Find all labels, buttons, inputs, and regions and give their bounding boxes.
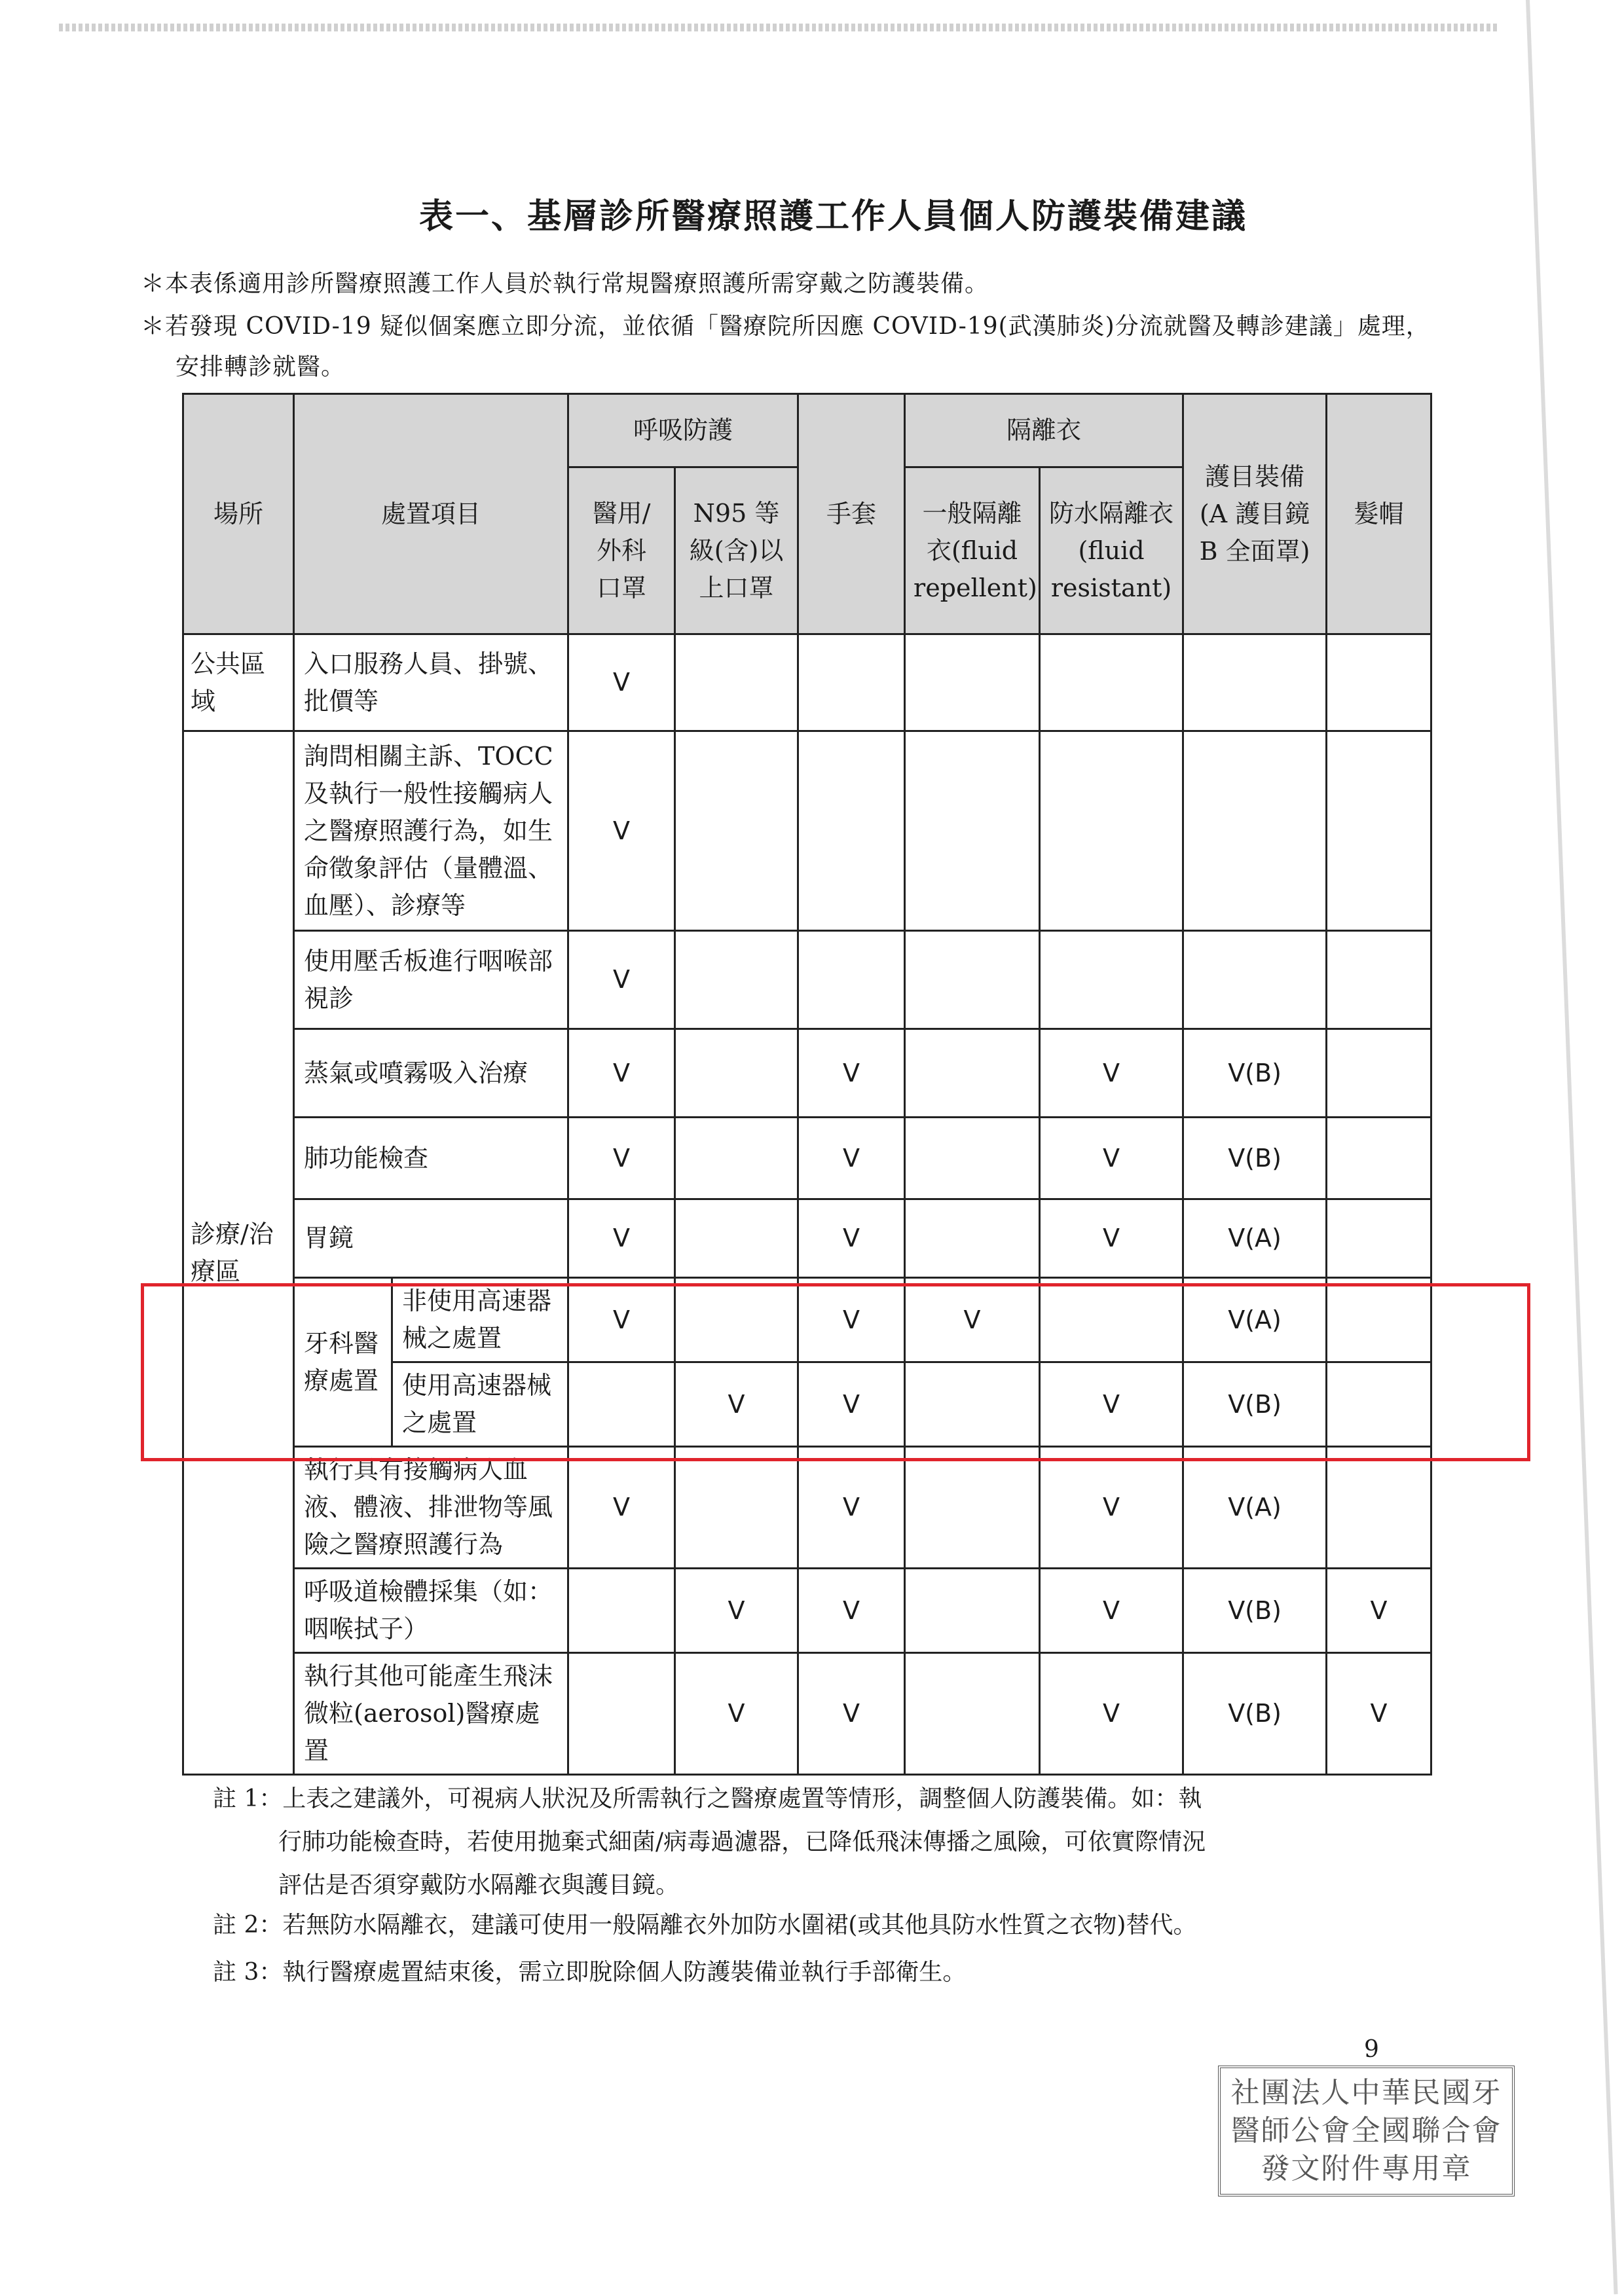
mark-eye-protection: V(B)	[1183, 1362, 1327, 1447]
mark-gown-waterproof: V	[1040, 1362, 1183, 1447]
location-clinic: 診療/治療區	[183, 731, 294, 1775]
mark-n95	[675, 931, 798, 1029]
row-item: 使用高速器械之處置	[392, 1362, 568, 1447]
header-location: 場所	[183, 394, 294, 634]
mark-surgical-mask: V	[568, 1029, 675, 1118]
header-gloves: 手套	[798, 394, 905, 634]
mark-gown-waterproof: V	[1040, 1199, 1183, 1278]
footnote-3	[213, 1951, 1444, 1994]
mark-gown-general	[905, 1653, 1040, 1775]
mark-surgical-mask	[568, 1653, 675, 1775]
header-gown: 隔離衣	[905, 394, 1183, 467]
header-respiratory: 呼吸防護	[568, 394, 798, 467]
footnote-2-label: 註 2：	[213, 1912, 283, 1939]
mark-gloves: V	[798, 1569, 905, 1653]
location-public: 公共區域	[183, 634, 294, 731]
mark-n95	[675, 731, 798, 931]
mark-gloves: V	[798, 1653, 905, 1775]
page-title: 表一、基層診所醫療照護工作人員個人防護裝備建議	[419, 196, 1248, 236]
stamp-line-1: 社團法人中華民國牙	[1230, 2076, 1502, 2109]
mark-gloves: V	[798, 1362, 905, 1447]
mark-n95: V	[675, 1653, 798, 1775]
mark-eye-protection: V(A)	[1183, 1447, 1327, 1569]
row-item: 非使用高速器械之處置	[392, 1278, 568, 1362]
mark-cap: V	[1327, 1653, 1431, 1775]
page-number: 9	[1364, 2036, 1379, 2063]
mark-surgical-mask: V	[568, 1118, 675, 1199]
mark-n95	[675, 1118, 798, 1199]
header-gown-general: 一般隔離衣(fluid repellent)	[905, 467, 1040, 634]
mark-gown-general: V	[905, 1278, 1040, 1362]
table-row	[183, 1447, 1431, 1569]
mark-n95	[675, 1447, 798, 1569]
row-item: 入口服務人員、掛號、批價等	[294, 634, 568, 731]
official-seal-stamp	[1218, 2066, 1515, 2196]
mark-gloves	[798, 931, 905, 1029]
mark-n95	[675, 1199, 798, 1278]
mark-eye-protection: V(B)	[1183, 1653, 1327, 1775]
mark-gown-waterproof: V	[1040, 1447, 1183, 1569]
footnote-1-line-1: 上表之建議外，可視病人狀況及所需執行之醫療處置等情形，調整個人防護裝備。如：執	[282, 1785, 1202, 1812]
mark-eye-protection: V(A)	[1183, 1278, 1327, 1362]
table-row	[183, 1653, 1431, 1775]
table-row	[183, 1118, 1431, 1199]
dental-group-label: 牙科醫療處置	[294, 1278, 392, 1447]
mark-surgical-mask: V	[568, 1447, 675, 1569]
mark-surgical-mask: V	[568, 634, 675, 731]
mark-n95	[675, 1029, 798, 1118]
mark-cap	[1327, 1447, 1431, 1569]
row-item: 執行具有接觸病人血液、體液、排泄物等風險之醫療照護行為	[294, 1447, 568, 1569]
row-item: 呼吸道檢體採集（如：咽喉拭子）	[294, 1569, 568, 1653]
note-top-1: ＊本表係適用診所醫療照護工作人員於執行常規醫療照護所需穿戴之防護裝備。	[141, 270, 989, 297]
mark-gloves: V	[798, 1278, 905, 1362]
row-item: 胃鏡	[294, 1199, 568, 1278]
mark-gown-general	[905, 1029, 1040, 1118]
scan-edge-artifact	[1526, 0, 1618, 2294]
mark-cap	[1327, 731, 1431, 931]
mark-cap	[1327, 931, 1431, 1029]
mark-eye-protection	[1183, 931, 1327, 1029]
row-item: 詢問相關主訴、TOCC及執行一般性接觸病人之醫療照護行為，如生命徵象評估（量體溫、血壓）、診療等	[294, 731, 568, 931]
mark-surgical-mask: V	[568, 731, 675, 931]
mark-n95: V	[675, 1569, 798, 1653]
stamp-line-2: 醫師公會全國聯合會	[1230, 2114, 1502, 2147]
mark-cap: V	[1327, 1569, 1431, 1653]
stamp-line-3: 發文附件專用章	[1261, 2152, 1472, 2185]
header-surgical-mask: 醫用/外科口罩	[568, 467, 675, 634]
mark-gown-waterproof: V	[1040, 1029, 1183, 1118]
row-item: 蒸氣或噴霧吸入治療	[294, 1029, 568, 1118]
header-eye-protection: 護目裝備(A 護目鏡 B 全面罩)	[1183, 394, 1327, 634]
row-item: 使用壓舌板進行咽喉部視診	[294, 931, 568, 1029]
mark-gloves	[798, 731, 905, 931]
mark-gown-waterproof	[1040, 634, 1183, 731]
mark-cap	[1327, 1029, 1431, 1118]
table-row	[183, 1199, 1431, 1278]
mark-cap	[1327, 1118, 1431, 1199]
header-procedure: 處置項目	[294, 394, 568, 634]
mark-surgical-mask: V	[568, 1278, 675, 1362]
mark-gown-general	[905, 1447, 1040, 1569]
row-item: 執行其他可能產生飛沫微粒(aerosol)醫療處置	[294, 1653, 568, 1775]
mark-gown-general	[905, 1199, 1040, 1278]
mark-gown-general	[905, 1569, 1040, 1653]
table-row	[183, 731, 1431, 931]
mark-surgical-mask	[568, 1569, 675, 1653]
table-row	[183, 931, 1431, 1029]
mark-gown-general	[905, 731, 1040, 931]
header-gown-waterproof: 防水隔離衣(fluid resistant)	[1040, 467, 1183, 634]
row-item: 肺功能檢查	[294, 1118, 568, 1199]
mark-eye-protection: V(B)	[1183, 1569, 1327, 1653]
table-row	[183, 1029, 1431, 1118]
note-top-3: 安排轉診就醫。	[175, 354, 346, 380]
mark-gown-waterproof: V	[1040, 1653, 1183, 1775]
mark-gown-waterproof: V	[1040, 1118, 1183, 1199]
scan-top-artifact	[59, 24, 1500, 31]
footnote-2	[213, 1904, 1490, 1947]
mark-gown-waterproof: V	[1040, 1569, 1183, 1653]
mark-gown-general	[905, 634, 1040, 731]
footnote-1	[213, 1777, 1444, 1907]
mark-gloves: V	[798, 1447, 905, 1569]
mark-gown-general	[905, 931, 1040, 1029]
ppe-table	[182, 393, 1432, 1776]
footnote-1-line-3: 評估是否須穿戴防水隔離衣與護目鏡。	[278, 1872, 680, 1899]
dental-highlight-box	[141, 1283, 1530, 1461]
mark-gown-waterproof	[1040, 931, 1183, 1029]
footnote-3-line-1: 執行醫療處置結束後，需立即脫除個人防護裝備並執行手部衛生。	[282, 1959, 967, 1986]
mark-eye-protection: V(B)	[1183, 1118, 1327, 1199]
footnote-1-line-2: 行肺功能檢查時，若使用拋棄式細菌/病毒過濾器，已降低飛沫傳播之風險，可依實際情況	[278, 1829, 1206, 1855]
mark-gown-general	[905, 1118, 1040, 1199]
table-row	[183, 1569, 1431, 1653]
mark-eye-protection: V(A)	[1183, 1199, 1327, 1278]
footnote-3-label: 註 3：	[213, 1959, 283, 1986]
mark-gown-waterproof	[1040, 731, 1183, 931]
table-row	[183, 634, 1431, 731]
mark-gloves: V	[798, 1199, 905, 1278]
mark-gloves	[798, 634, 905, 731]
mark-eye-protection	[1183, 731, 1327, 931]
mark-cap	[1327, 1199, 1431, 1278]
mark-surgical-mask: V	[568, 931, 675, 1029]
header-n95: N95 等級(含)以上口罩	[675, 467, 798, 634]
mark-n95: V	[675, 1362, 798, 1447]
header-cap: 髮帽	[1327, 394, 1431, 634]
note-top-2: ＊若發現 COVID-19 疑似個案應立即分流，並依循「醫療院所因應 COVID-19(武漢肺炎)分流就醫及轉診建議」處理，	[141, 313, 1430, 340]
mark-eye-protection: V(B)	[1183, 1029, 1327, 1118]
footnote-1-label: 註 1：	[213, 1785, 283, 1812]
mark-gloves: V	[798, 1118, 905, 1199]
mark-cap	[1327, 634, 1431, 731]
mark-eye-protection	[1183, 634, 1327, 731]
mark-gloves: V	[798, 1029, 905, 1118]
mark-surgical-mask: V	[568, 1199, 675, 1278]
mark-n95	[675, 634, 798, 731]
footnote-2-line-1: 若無防水隔離衣，建議可使用一般隔離衣外加防水圍裙(或其他具防水性質之衣物)替代。	[282, 1912, 1197, 1939]
